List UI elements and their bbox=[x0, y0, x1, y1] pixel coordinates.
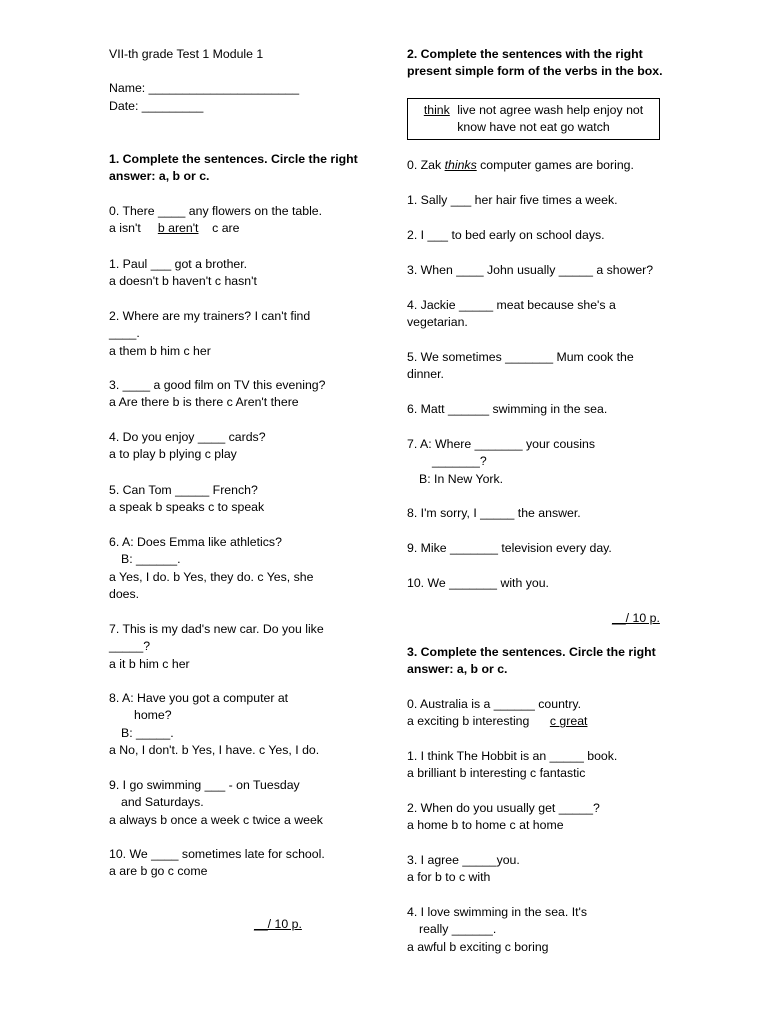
question-text: B: In New York. bbox=[419, 471, 504, 486]
answer-options: a exciting b interesting bbox=[407, 714, 530, 729]
s3-question-2 bbox=[407, 800, 600, 835]
question-text: 5. Can Tom _____ French? bbox=[109, 483, 258, 497]
question-text: 3. When ____ John usually _____ a shower? bbox=[407, 263, 654, 277]
section2-score: __/ 10 p. bbox=[612, 611, 660, 625]
question-text: 8. I'm sorry, I _____ the answer. bbox=[407, 506, 581, 520]
question-text: computer games are boring. bbox=[476, 158, 634, 172]
section3-instruction bbox=[407, 644, 656, 679]
name-field: Name: ______________________ bbox=[109, 81, 300, 96]
option-a: a isn't bbox=[109, 221, 141, 236]
instruction-line: 3. Complete the sentences. Circle the right bbox=[407, 645, 656, 659]
answer-options: a are b go c come bbox=[109, 864, 208, 879]
s1-question-10 bbox=[109, 846, 325, 881]
s1-question-6 bbox=[109, 534, 313, 604]
s2-question-3 bbox=[407, 262, 653, 279]
answer-options: a it b him c her bbox=[109, 656, 190, 671]
question-text: 6. A: Does Emma like athletics? bbox=[109, 535, 282, 549]
question-text: 4. I love swimming in the sea. It's bbox=[407, 905, 588, 919]
s2-question-4 bbox=[407, 297, 616, 332]
answer-options: a always b once a week c twice a week bbox=[109, 812, 323, 827]
s2-question-8 bbox=[407, 505, 581, 522]
answer-options: a doesn't b haven't c hasn't bbox=[109, 274, 257, 289]
question-text: 3. I agree _____you. bbox=[407, 853, 520, 867]
question-text: _____? bbox=[109, 639, 151, 654]
s2-question-5 bbox=[407, 349, 634, 384]
question-text: 1. I think The Hobbit is an _____ book. bbox=[407, 749, 618, 763]
question-text: 0. There ____ any flowers on the table. bbox=[109, 204, 323, 218]
s1-question-2 bbox=[109, 308, 310, 360]
example-answer: c great bbox=[549, 714, 588, 729]
verb-box-words: know have not eat go watch bbox=[457, 120, 610, 135]
question-text: 10. We _______ with you. bbox=[407, 576, 549, 590]
s2-question-6 bbox=[407, 401, 607, 418]
question-text: 4. Do you enjoy ____ cards? bbox=[109, 430, 266, 444]
question-text: 7. This is my dad's new car. Do you like bbox=[109, 622, 324, 636]
s1-question-5 bbox=[109, 482, 264, 517]
question-text: B: ______. bbox=[121, 552, 181, 567]
section1-instruction bbox=[109, 151, 358, 186]
question-text: 2. Where are my trainers? I can't find bbox=[109, 309, 311, 323]
answer-options: a for b to c with bbox=[407, 870, 491, 885]
verb-box-words: live not agree wash help enjoy not bbox=[457, 103, 644, 117]
s1-question-1 bbox=[109, 256, 257, 291]
s1-question-4 bbox=[109, 429, 266, 464]
section2-instruction bbox=[407, 46, 663, 81]
s2-question-2 bbox=[407, 227, 605, 244]
question-text: 2. I ___ to bed early on school days. bbox=[407, 228, 605, 242]
s1-question-8 bbox=[109, 690, 319, 760]
s1-question-7 bbox=[109, 621, 324, 673]
question-text: 0. Australia is a ______ country. bbox=[407, 697, 582, 711]
question-text: 3. ____ a good film on TV this evening? bbox=[109, 378, 326, 392]
s2-question-9 bbox=[407, 540, 612, 557]
s1-question-9 bbox=[109, 777, 323, 829]
s2-question-0 bbox=[407, 157, 634, 174]
date-field: Date: _________ bbox=[109, 98, 204, 113]
option-b-answer: b aren't bbox=[157, 221, 199, 236]
s2-question-7 bbox=[407, 436, 595, 488]
section1-score: __/ 10 p. bbox=[254, 917, 302, 931]
answer-options: a awful b exciting c boring bbox=[407, 939, 549, 954]
instruction-line: 1. Complete the sentences. Circle the right bbox=[109, 152, 358, 166]
question-text: 9. Mike _______ television every day. bbox=[407, 541, 612, 555]
instruction-line: 2. Complete the sentences with the right bbox=[407, 47, 643, 61]
example-answer: thinks bbox=[444, 158, 477, 172]
test-header bbox=[109, 46, 299, 115]
s3-question-0 bbox=[407, 696, 587, 731]
answer-options: a speak b speaks c to speak bbox=[109, 500, 265, 515]
test-title: VII-th grade Test 1 Module 1 bbox=[109, 47, 264, 61]
answer-options: a them b him c her bbox=[109, 343, 211, 358]
verb-box-example-word: think bbox=[423, 103, 450, 117]
question-text: 8. A: Have you got a computer at bbox=[109, 691, 289, 705]
answer-options: a Are there b is there c Aren't there bbox=[109, 395, 299, 410]
question-text: and Saturdays. bbox=[121, 795, 204, 810]
answer-options: a brilliant b interesting c fantastic bbox=[407, 766, 586, 781]
s3-question-4 bbox=[407, 904, 587, 956]
question-text: home? bbox=[134, 708, 172, 723]
option-c: c are bbox=[212, 221, 240, 236]
verb-box bbox=[407, 98, 660, 140]
question-text: 1. Sally ___ her hair five times a week. bbox=[407, 193, 618, 207]
question-text: 10. We ____ sometimes late for school. bbox=[109, 847, 325, 861]
answer-options: a to play b plying c play bbox=[109, 447, 237, 462]
s1-question-3 bbox=[109, 377, 325, 412]
answer-options: a home b to home c at home bbox=[407, 818, 564, 833]
question-text: B: _____. bbox=[121, 725, 174, 740]
answer-options: a No, I don't. b Yes, I have. c Yes, I do. bbox=[109, 743, 320, 758]
instruction-line: present simple form of the verbs in the box. bbox=[407, 64, 663, 79]
question-text: _______? bbox=[432, 454, 487, 469]
answer-options: does. bbox=[109, 587, 140, 602]
instruction-line: answer: a, b or c. bbox=[407, 662, 508, 677]
question-text: 1. Paul ___ got a brother. bbox=[109, 257, 248, 271]
question-text: 9. I go swimming ___ - on Tuesday bbox=[109, 778, 300, 792]
question-text: 6. Matt ______ swimming in the sea. bbox=[407, 402, 608, 416]
s2-question-10 bbox=[407, 575, 549, 592]
s2-question-1 bbox=[407, 192, 618, 209]
instruction-line: answer: a, b or c. bbox=[109, 169, 210, 184]
s3-question-3 bbox=[407, 852, 520, 887]
s3-question-1 bbox=[407, 748, 617, 783]
answer-options: a Yes, I do. b Yes, they do. c Yes, she bbox=[109, 569, 314, 584]
question-text: ____. bbox=[109, 326, 140, 341]
s1-question-0 bbox=[109, 203, 322, 238]
question-text: vegetarian. bbox=[407, 315, 468, 330]
question-text: dinner. bbox=[407, 367, 444, 382]
question-text: 7. A: Where _______ your cousins bbox=[407, 437, 595, 451]
question-text: 4. Jackie _____ meat because she's a bbox=[407, 298, 616, 312]
answer-options bbox=[109, 220, 322, 237]
question-text: 5. We sometimes _______ Mum cook the bbox=[407, 350, 634, 364]
question-text: 0. Zak bbox=[407, 158, 445, 172]
question-text: 2. When do you usually get _____? bbox=[407, 801, 600, 815]
question-text: really ______. bbox=[419, 922, 497, 937]
